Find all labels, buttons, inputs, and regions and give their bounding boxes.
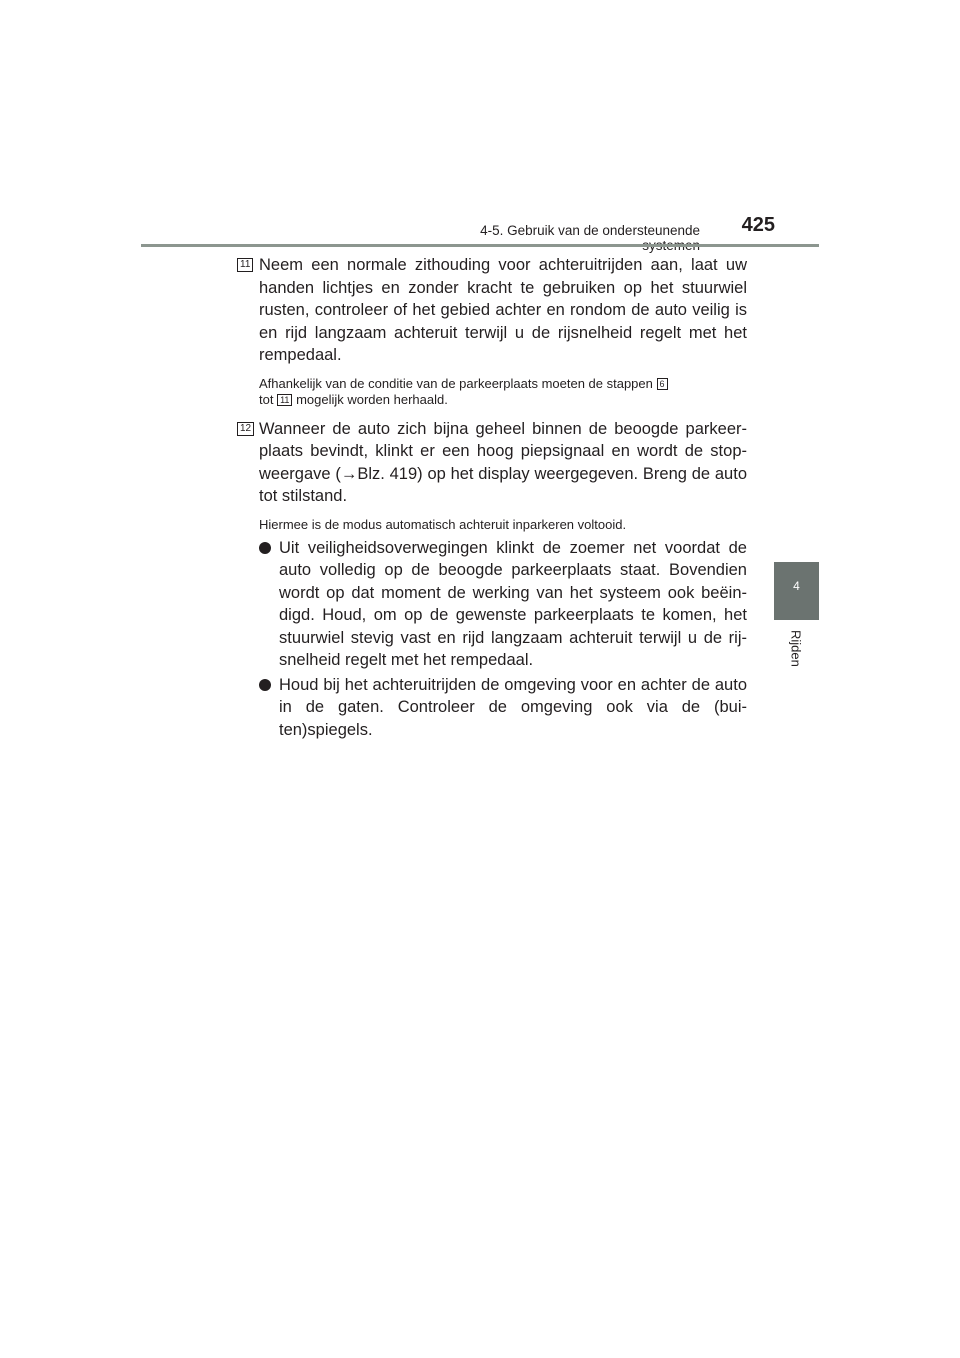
bullet-icon — [259, 542, 271, 554]
step-ref-6: 6 — [657, 378, 668, 390]
page-number: 425 — [741, 214, 775, 236]
bullet-text: Uit veiligheidsoverwegingen klinkt de zoemer net voordat de auto volledig op de beoogde parkeerplaats staat. Bovendien wordt op dat moment de werking van het systeem ook beëin-digd. Houd, om op de gewenste parkeerplaats te komen, het stuurwiel stevig vast en rijd langzaam achteruit terwijl u de rij-snelheid regelt met het rempedaal. — [279, 538, 747, 669]
step-12 — [237, 418, 747, 508]
page-content — [237, 254, 747, 741]
step-11-note — [259, 376, 747, 408]
note-text: Afhankelijk van de conditie van de parkeerplaats moeten de stappen — [259, 375, 653, 391]
bullet-item — [237, 674, 747, 742]
note-text: tot — [259, 391, 274, 407]
note-text: mogelijk worden herhaald. — [296, 391, 448, 407]
chapter-label-container — [776, 630, 816, 690]
chapter-number: 4 — [793, 579, 800, 593]
step-ref-11: 11 — [277, 394, 292, 406]
bullet-item — [237, 537, 747, 672]
bullet-text: Houd bij het achteruitrijden de omgeving voor en achter de auto in de gaten. Controleer de omgeving ook via de (bui-ten)spiegels. — [279, 675, 747, 739]
step-number-11: 11 — [237, 258, 253, 272]
section-title: 4-5. Gebruik van de ondersteunende — [480, 223, 700, 238]
header-divider — [141, 244, 819, 247]
step-12-note: Hiermee is de modus automatisch achteruit inparkeren voltooid. — [259, 516, 627, 532]
step-text-12: Wanneer de auto zich bijna geheel binnen de beoogde parkeer-plaats bevindt, klinkt er een hoog piepsignaal en wordt de stop-weergave (→Blz. 419) op het display weergegeven. Breng de auto tot stilstand. — [259, 419, 747, 505]
chapter-label: Rijden — [788, 630, 804, 667]
step-number-12: 12 — [237, 422, 254, 436]
bullet-icon — [259, 679, 271, 691]
step-11 — [237, 254, 747, 367]
step-text-11: Neem een normale zithouding voor achteruitrijden aan, laat uw handen lichtjes en zonder kracht te gebruiken op het stuurwiel rusten, controleer of het gebied achter en rondom de auto veilig is en rijd langzaam achteruit terwijl u de rijsnelheid regelt met het rempedaal. — [259, 256, 747, 364]
